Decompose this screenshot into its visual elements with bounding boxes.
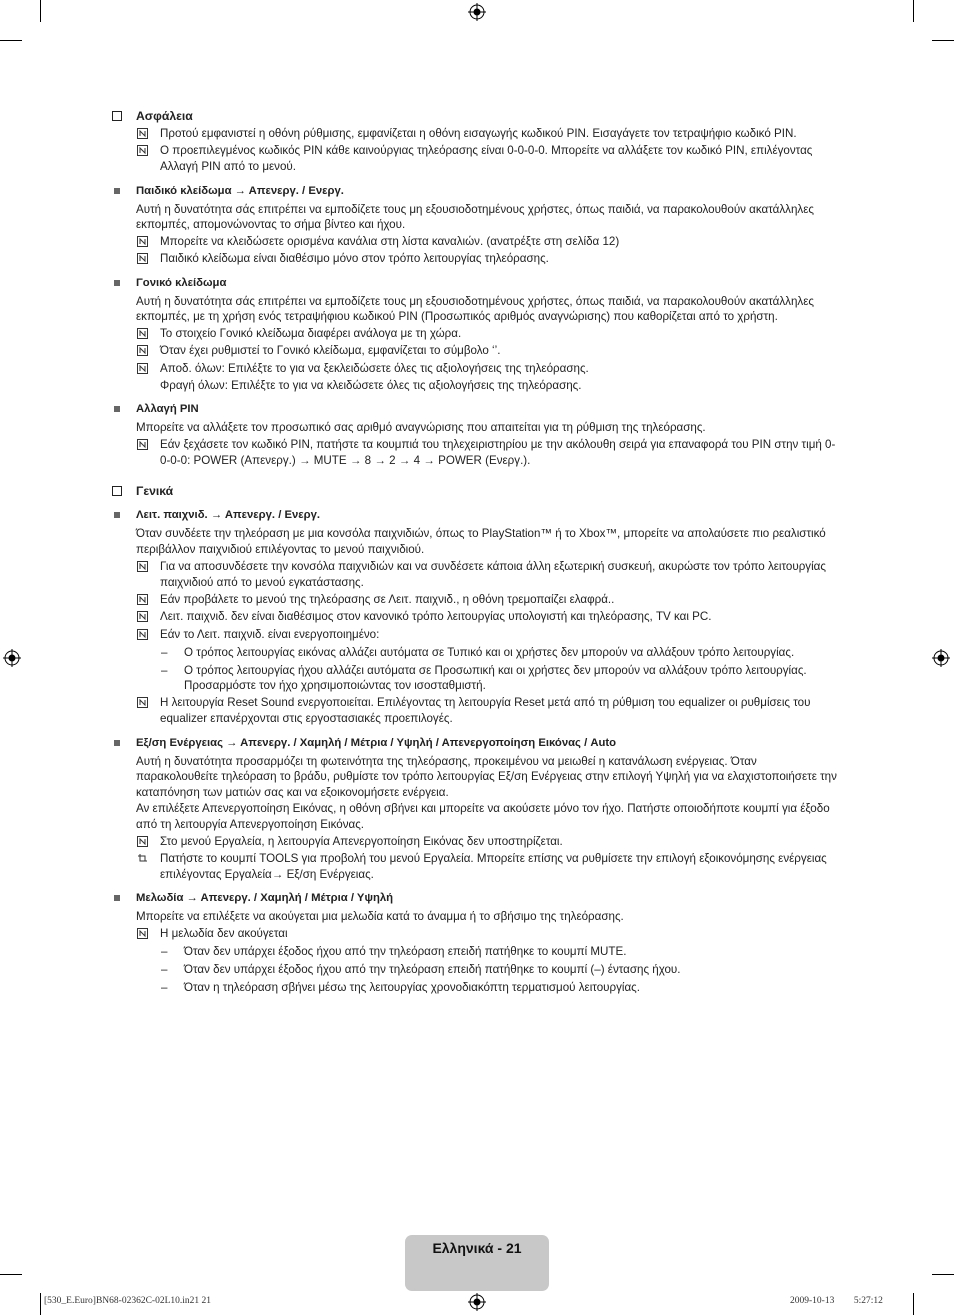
note: Προτού εμφανιστεί η οθόνη ρύθμισης, εμφανίζεται η οθόνη εισαγωγής κωδικού PIN. Εισαγάγετε τον τετραψήφιο κωδικό PIN. (112, 126, 842, 142)
note: Το στοιχείο Γονικό κλείδωμα διαφέρει ανάλογα με τη χώρα. (112, 326, 842, 342)
note: Ο προεπιλεγμένος κωδικός PIN κάθε καινούργιας τηλεόρασης είναι 0-0-0-0. Μπορείτε να αλλάξετε τον κωδικό PIN, επιλέγοντας Αλλαγή PIN από το μενού. (112, 143, 842, 175)
paragraph: Μπορείτε να επιλέξετε να ακούγεται μια μελωδία κατά το άναμμα ή το σβήσιμο της τηλεόρασης. (136, 910, 624, 924)
crop-mark (0, 40, 22, 41)
crop-mark (932, 1274, 954, 1275)
note-icon (137, 611, 148, 622)
note-icon (137, 236, 148, 247)
crop-mark (913, 0, 914, 22)
square-bullet-icon (114, 280, 120, 286)
dash-item: – Ο τρόπος λειτουργίας εικόνας αλλάζει αυτόματα σε Τυπικό και οι χρήστες δεν μπορούν να αλλάξουν τρόπο λειτουργίας. (161, 645, 795, 659)
note-icon (137, 345, 148, 356)
note: Εάν το Λειτ. παιχνιδ. είναι ενεργοποιημένο: (112, 627, 842, 643)
square-bullet-icon (114, 512, 120, 518)
dash-bullet: – (161, 645, 168, 659)
square-bullet-icon (114, 406, 120, 412)
note-icon (137, 836, 148, 847)
checkbox-bullet-icon (112, 111, 122, 121)
note: Για να αποσυνδέσετε την κονσόλα παιχνιδιών και να συνδέσετε κάποια άλλη εξωτερική συσκευή, ακυρώστε τον τρόπο λειτουργίας παιχνιδιού από το μενού εγκατάστασης. (112, 559, 842, 591)
paragraph: Όταν συνδέετε την τηλεόραση με μια κονσόλα παιχνιδιών, όπως το PlayStation™ ή το Xbox™, μπορείτε να απολαύσετε πιο ρεαλιστικό περιβάλλον παιχνιδιού επιλέγοντας το μενού παιχνιδιού. (136, 527, 826, 557)
note-icon (137, 561, 148, 572)
square-bullet-icon (114, 740, 120, 746)
note-icon (137, 328, 148, 339)
paragraph: Αυτή η δυνατότητα σάς επιτρέπει να εμποδίζετε τους μη εξουσιοδοτημένους χρήστες, όπως παιδιά, να παρακολουθούν ακατάλληλες εκπομπές, με τη χρήση ενός τετραψήφιου κωδικού PIN (Προσωπικός αριθμός αναγνώρισης) που καθορίζεται από το χρήστη. (136, 294, 814, 324)
dash-bullet: – (161, 663, 168, 677)
note-icon (137, 253, 148, 264)
checkbox-bullet-icon (112, 486, 122, 496)
registration-mark-icon (3, 649, 21, 667)
page-content (112, 108, 842, 996)
page-number: Ελληνικά - 21 (432, 1240, 522, 1256)
note-icon (137, 145, 148, 156)
tools-icon (137, 853, 148, 864)
note-icon (137, 697, 148, 708)
note: Αποδ. όλων: Επιλέξτε το για να ξεκλειδώσετε όλες τις αξιολογήσεις της τηλεόρασης. (112, 361, 842, 377)
crop-mark (40, 1293, 41, 1315)
paragraph: Αν επιλέξετε Απενεργοποίηση Εικόνας, η οθόνη σβήνει και μπορείτε να ακούσετε μόνο τον ήχο. Πατήστε οποιοδήποτε κουμπί για έξοδο από τη λειτουργία Απενεργοποίηση Εικόνας. (136, 802, 830, 831)
crop-mark (0, 1274, 22, 1275)
print-slug: [530_E.Euro]BN68-02362C-02L10.in21 21 (44, 1296, 212, 1306)
section-heading-security: Ασφάλεια (112, 108, 842, 125)
note: Όταν έχει ρυθμιστεί το Γονικό κλείδωμα, εμφανίζεται το σύμβολο ‘’. (112, 343, 842, 359)
tools-note: Πατήστε το κουμπί TOOLS για προβολή του μενού Εργαλεία. Μπορείτε επίσης να ρυθμίσετε την επιλογή εξοικονόμησης ενέργειας επιλέγοντας Εργαλεία→ Εξ/ση Ενέργειας. (112, 851, 842, 883)
paragraph: Αυτή η δυνατότητα σάς επιτρέπει να εμποδίζετε τους μη εξουσιοδοτημένους χρήστες, όπως παιδιά, να παρακολουθούν ακατάλληλες εκπομπές, απομονώνοντας το σήμα βίντεο και ήχου. (136, 202, 814, 232)
item-title-game-mode: Λειτ. παιχνιδ. → Απενεργ. / Ενεργ. (112, 507, 842, 523)
item-title-parental-lock: Γονικό κλείδωμα (112, 275, 842, 291)
note-icon (137, 128, 148, 139)
registration-mark-icon (468, 1293, 486, 1311)
note: Μπορείτε να κλειδώσετε ορισμένα κανάλια στη λίστα καναλιών. (ανατρέξτε στη σελίδα 12) (112, 234, 842, 250)
registration-mark-icon (932, 649, 950, 667)
dash-item: – Όταν δεν υπάρχει έξοδος ήχου από την τηλεόραση επειδή πατήθηκε το κουμπί (–) έντασης ήχου. (161, 963, 681, 977)
note-icon (137, 928, 148, 939)
print-timestamp: 2009-10-13 ￿￿ 5:27:12 (790, 1296, 883, 1306)
crop-mark (913, 1293, 914, 1315)
dash-item: – Όταν η τηλεόραση σβήνει μέσω της λειτουργίας χρονοδιακόπτη τερματισμού λειτουργίας. (161, 980, 640, 994)
registration-mark-icon (468, 3, 486, 21)
item-title-melody: Μελωδία → Απενεργ. / Χαμηλή / Μέτρια / Υψηλή (112, 890, 842, 906)
note: Εάν προβάλετε το μενού της τηλεόρασης σε Λειτ. παιχνιδ., η οθόνη τρεμοπαίζει ελαφρά.. (112, 592, 842, 608)
dash-item: – Όταν δεν υπάρχει έξοδος ήχου από την τηλεόραση επειδή πατήθηκε το κουμπί MUTE. (161, 945, 627, 959)
note: Η λειτουργία Reset Sound ενεργοποιείται. Επιλέγοντας τη λειτουργία Reset μετά από τη ρύθμιση του equalizer οι ρυθμίσεις του equalizer επανέρχονται στις εργοστασιακές προεπιλογές. (112, 695, 842, 727)
note: Λειτ. παιχνιδ. δεν είναι διαθέσιμος στον κανονικό τρόπο λειτουργίας υπολογιστή και τηλεόρασης, TV και PC. (112, 609, 842, 625)
paragraph: Αυτή η δυνατότητα προσαρμόζει τη φωτεινότητα της τηλεόρασης, προκειμένου να μειωθεί η κατανάλωση ενέργειας. Όταν παρακολουθείτε τηλεόραση το βράδυ, ρυθμίστε τον τρόπο λειτουργίας Εξ/ση Ενέργειας στην επιλογή Υψηλή για να ελαχιστοποιήσετε την καταπόνηση των ματιών σας και να εξοικονομήσετε ενέργεια. (136, 754, 837, 800)
square-bullet-icon (114, 895, 120, 901)
dash-item: – Ο τρόπος λειτουργίας ήχου αλλάζει αυτόματα σε Προσωπική και οι χρήστες δεν μπορούν να αλλάξουν τρόπο λειτουργίας. Προσαρμόστε τον ήχο χρησιμοποιώντας τον ισοσταθμιστή. (161, 663, 807, 693)
note-icon (137, 439, 148, 450)
note-icon (137, 629, 148, 640)
note: Στο μενού Εργαλεία, η λειτουργία Απενεργοποίηση Εικόνας δεν υποστηρίζεται. (112, 834, 842, 850)
crop-mark (932, 40, 954, 41)
square-bullet-icon (114, 188, 120, 194)
note: Η μελωδία δεν ακούγεται (112, 926, 842, 942)
dash-bullet: – (161, 980, 168, 994)
dash-bullet: – (161, 945, 168, 959)
note: Παιδικό κλείδωμα είναι διαθέσιμο μόνο στον τρόπο λειτουργίας τηλεόρασης. (112, 251, 842, 267)
note: Εάν ξεχάσετε τον κωδικό PIN, πατήστε τα κουμπιά του τηλεχειριστηρίου με την ακόλουθη σειρά για επαναφορά του PIN στην τιμή 0-0-0-0: POWER (Απενεργ.) → MUTE → 8 → 2 → 4 → POWER (Ενεργ.). (112, 437, 842, 469)
note-icon (137, 363, 148, 374)
dash-bullet: – (161, 963, 168, 977)
note-continuation: Φραγή όλων: Επιλέξτε το για να κλειδώσετε όλες τις αξιολογήσεις της τηλεόρασης. (160, 378, 582, 392)
item-title-change-pin: Αλλαγή PIN (112, 401, 842, 417)
item-title-child-lock: Παιδικό κλείδωμα → Απενεργ. / Ενεργ. (112, 183, 842, 199)
crop-mark (40, 0, 41, 22)
paragraph: Μπορείτε να αλλάξετε τον προσωπικό σας αριθμό αναγνώρισης που απαιτείται για τη ρύθμιση της τηλεόρασης. (136, 421, 706, 435)
note-icon (137, 594, 148, 605)
item-title-energy-saving: Εξ/ση Ενέργειας → Απενεργ. / Χαμηλή / Μέτρια / Υψηλή / Απενεργοποίηση Εικόνας / Auto (112, 735, 842, 751)
section-heading-general: Γενικά (112, 483, 842, 500)
